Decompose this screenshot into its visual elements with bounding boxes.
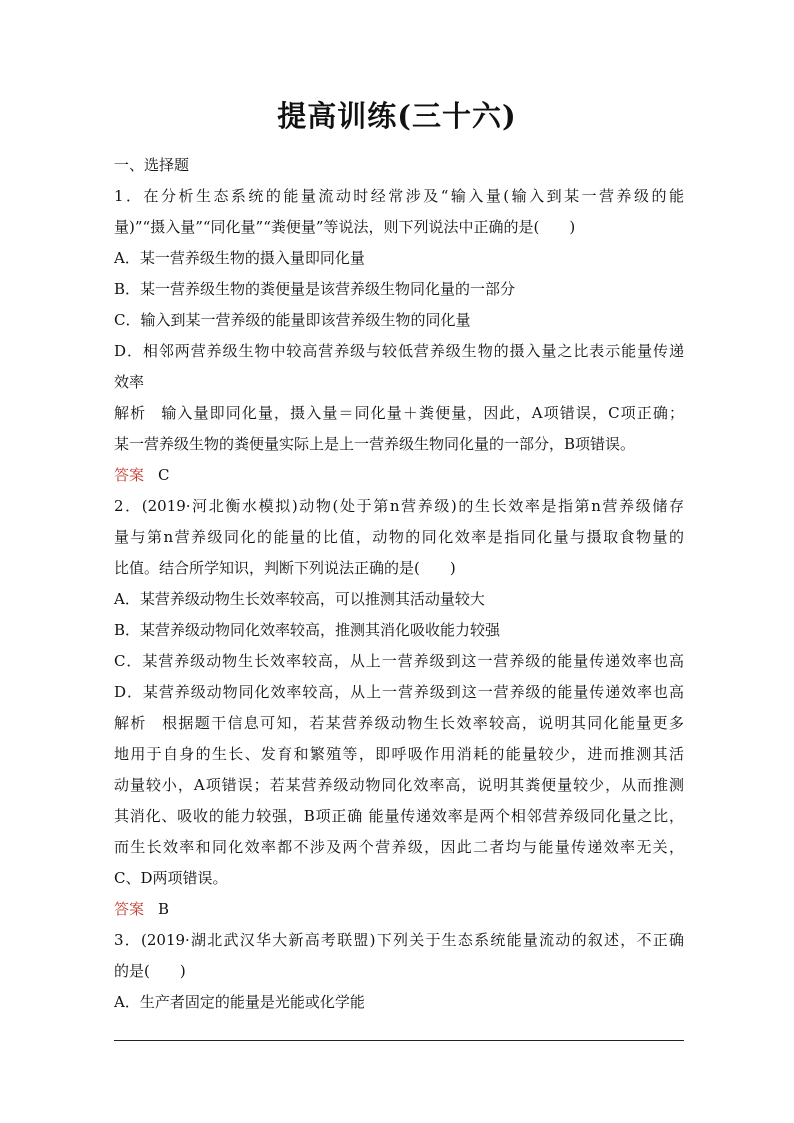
q2-analysis-line-4: 其消化、吸收的能力较强，B项正确 能量传递效率是两个相邻营养级同化量之比， <box>114 807 684 825</box>
q1-analysis-line-2: 某一营养级生物的粪便量实际上是上一营养级生物同化量的一部分，B项错误。 <box>114 435 636 453</box>
q3-option-a: A．生产者固定的能量是光能或化学能 <box>114 993 365 1011</box>
q2-stem-line-3: 比值。结合所学知识，判断下列说法正确的是( ) <box>114 559 456 577</box>
q2-stem-line-2: 量与第n营养级同化的能量的比值，动物的同化效率是指同化量与摄取食物量的 <box>114 528 684 546</box>
q1-option-b: B．某一营养级生物的粪便量是该营养级生物同化量的一部分 <box>114 280 516 298</box>
q2-answer-value: B <box>158 900 170 918</box>
q1-option-d: D．相邻两营养级生物中较高营养级与较低营养级生物的摄入量之比表示能量传递 <box>114 342 684 360</box>
q1-option-c: C．输入到某一营养级的能量即该营养级生物的同化量 <box>114 311 471 329</box>
q1-stem-line-2: 量)”“摄入量”“同化量”“粪便量”等说法，则下列说法中正确的是( ) <box>114 218 576 236</box>
q3-stem-line-2: 的是( ) <box>114 962 186 980</box>
q2-option-d: D．某营养级动物同化效率较高，从上一营养级到这一营养级的能量传递效率也高 <box>114 683 684 701</box>
q1-answer <box>114 460 684 491</box>
q2-answer <box>114 894 684 925</box>
q2-option-b: B．某营养级动物同化效率较高，推测其消化吸收能力较强 <box>114 621 501 639</box>
analysis-label: 解析 <box>114 404 147 422</box>
q2-analysis-line-5: 而生长效率和同化效率都不涉及两个营养级，因此二者均与能量传递效率无关， <box>114 838 684 856</box>
footer-divider <box>114 1040 684 1041</box>
q1-option-d-cont: 效率 <box>114 373 145 391</box>
q1-analysis-line-1 <box>114 398 684 429</box>
section-heading: 一、选择题 <box>114 156 190 174</box>
q2-analysis-line-6: C、D两项错误。 <box>114 869 228 887</box>
q2-analysis-text-1: 根据题干信息可知，若某营养级动物生长效率较高，说明其同化能量更多 <box>160 714 684 732</box>
q2-analysis-line-3: 动量较小，A项错误；若某营养级动物同化效率高，说明其粪便量较少，从而推测 <box>114 776 684 794</box>
page-title: 提高训练(三十六) <box>277 99 517 133</box>
q1-stem-line-1: 1．在分析生态系统的能量流动时经常涉及“输入量(输入到某一营养级的能 <box>114 187 684 205</box>
q1-option-a: A．某一营养级生物的摄入量即同化量 <box>114 249 365 267</box>
q2-stem-line-1: 2．(2019·河北衡水模拟)动物(处于第n营养级)的生长效率是指第n营养级储存 <box>114 497 684 515</box>
q2-option-c: C．某营养级动物生长效率较高，从上一营养级到这一营养级的能量传递效率也高 <box>114 652 684 670</box>
q2-analysis-line-2: 地用于自身的生长、发育和繁殖等，即呼吸作用消耗的能量较少，进而推测其活 <box>114 745 684 763</box>
q2-option-a: A．某营养级动物生长效率较高，可以推测其活动量较大 <box>114 590 485 608</box>
answer-label: 答案 <box>114 900 145 918</box>
q1-analysis-text-1: 输入量即同化量，摄入量＝同化量＋粪便量，因此，A项错误，C项正确； <box>160 404 684 422</box>
analysis-label: 解析 <box>114 714 147 732</box>
q2-analysis-line-1 <box>114 708 684 739</box>
question-content <box>114 150 684 1018</box>
q1-answer-value: C <box>158 466 170 484</box>
q3-stem-line-1: 3．(2019·湖北武汉华大新高考联盟)下列关于生态系统能量流动的叙述，不正确 <box>114 931 684 949</box>
answer-label: 答案 <box>114 466 145 484</box>
